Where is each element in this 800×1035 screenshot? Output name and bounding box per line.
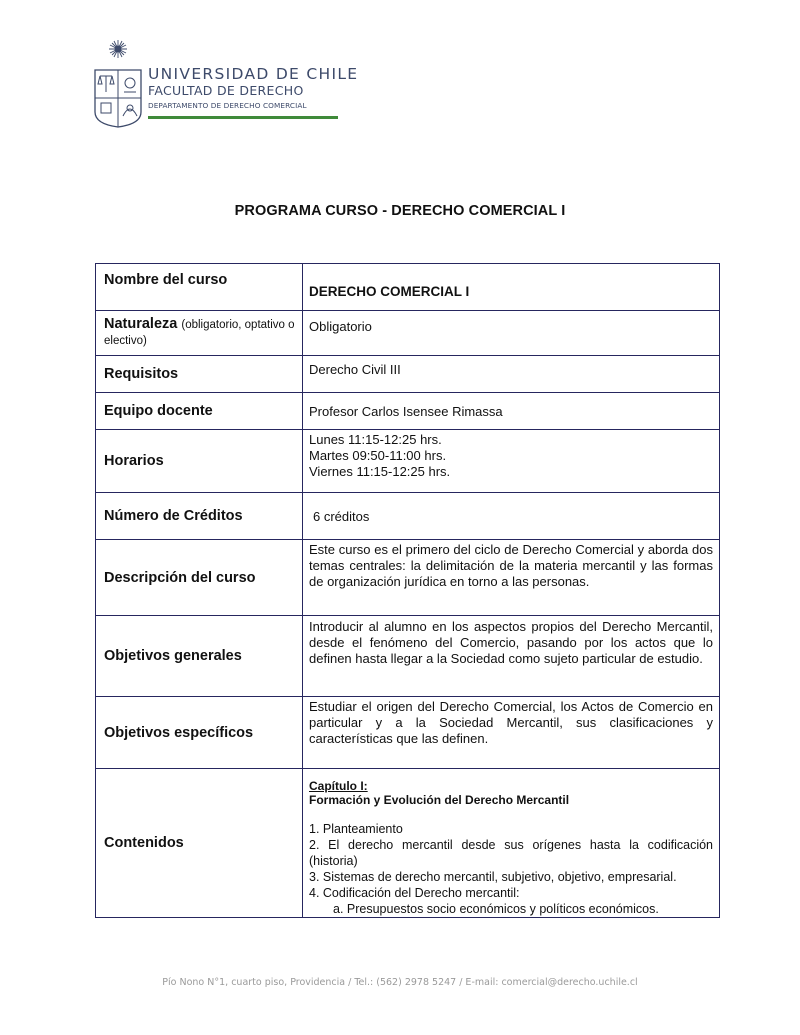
table-row (96, 311, 720, 356)
table-row (96, 493, 720, 540)
row-value-descripcion: Este curso es el primero del ciclo de Derecho Comercial y aborda dos temas centrales: la delimitación de la materia mercantil y las formas de organización jurídica en torno a las personas. (303, 540, 720, 616)
list-subitem: a. Presupuestos socio económicos y políticos económicos. (333, 902, 659, 916)
table-row (96, 616, 720, 697)
university-name: UNIVERSIDAD DE CHILE (148, 65, 359, 83)
row-value-horarios (303, 430, 720, 493)
table-row (96, 540, 720, 616)
row-value-contenidos (303, 769, 720, 918)
faculty-name: FACULTAD DE DERECHO (148, 83, 304, 98)
list-item: 3. Sistemas de derecho mercantil, subjetivo, objetivo, empresarial. (309, 870, 677, 884)
row-value-nombre: DERECHO COMERCIAL I (303, 264, 720, 311)
list-item: 4. Codificación del Derecho mercantil: (309, 886, 520, 900)
row-label-objetivos-generales: Objetivos generales (96, 616, 303, 697)
row-label-equipo: Equipo docente (96, 393, 303, 430)
table-row (96, 393, 720, 430)
row-value-naturaleza: Obligatorio (303, 311, 720, 356)
table-row (96, 264, 720, 311)
row-label-horarios: Horarios (96, 430, 303, 493)
row-value-objetivos-generales: Introducir al alumno en los aspectos propios del Derecho Mercantil, desde el fenómeno del Comercio, pasando por los actos que lo definen hasta llegar a la Sociedad como sujeto particular de estudio. (303, 616, 720, 697)
chapter-title: Formación y Evolución del Derecho Mercantil (309, 793, 570, 807)
university-seal-icon (92, 36, 144, 128)
course-table (95, 263, 720, 918)
row-label-naturaleza (96, 311, 303, 356)
table-row (96, 430, 720, 493)
row-label-contenidos: Contenidos (96, 769, 303, 918)
naturaleza-label: Naturaleza (104, 316, 178, 332)
department-name: DEPARTAMENTO DE DERECHO COMERCIAL (148, 101, 307, 110)
row-label-nombre: Nombre del curso (96, 264, 303, 311)
row-label-requisitos: Requisitos (96, 356, 303, 393)
schedule-line: Lunes 11:15-12:25 hrs. (309, 432, 442, 447)
row-label-creditos: Número de Créditos (96, 493, 303, 540)
row-value-requisitos: Derecho Civil III (303, 356, 720, 393)
schedule-line: Viernes 11:15-12:25 hrs. (309, 464, 451, 479)
table-row (96, 697, 720, 769)
table-row (96, 769, 720, 918)
footer-contact: Pío Nono N°1, cuarto piso, Providencia / Tel.: (562) 2978 5247 / E-mail: comercial@derecho.uchile.cl (162, 977, 638, 988)
institution-name-block (148, 66, 358, 119)
schedule-line: Martes 09:50-11:00 hrs. (309, 448, 447, 463)
naturaleza-note: (obligatorio, optativo o electivo) (104, 319, 295, 347)
table-row (96, 356, 720, 393)
list-item: 1. Planteamiento (309, 822, 403, 836)
row-label-objetivos-especificos: Objetivos específicos (96, 697, 303, 769)
row-label-descripcion: Descripción del curso (96, 540, 303, 616)
chapter-heading: Capítulo I: (309, 779, 368, 793)
header-rule (148, 116, 338, 119)
row-value-equipo: Profesor Carlos Isensee Rimassa (303, 393, 720, 430)
list-item: 2. El derecho mercantil desde sus orígenes hasta la codificación (historia) (309, 838, 713, 868)
row-value-objetivos-especificos: Estudiar el origen del Derecho Comercial, los Actos de Comercio en particular y a la Sociedad Mercantil, sus clasificaciones y características que las definen. (303, 697, 720, 769)
page-title: PROGRAMA CURSO - DERECHO COMERCIAL I (234, 203, 566, 219)
letterhead (92, 36, 452, 136)
row-value-creditos: 6 créditos (303, 493, 720, 540)
